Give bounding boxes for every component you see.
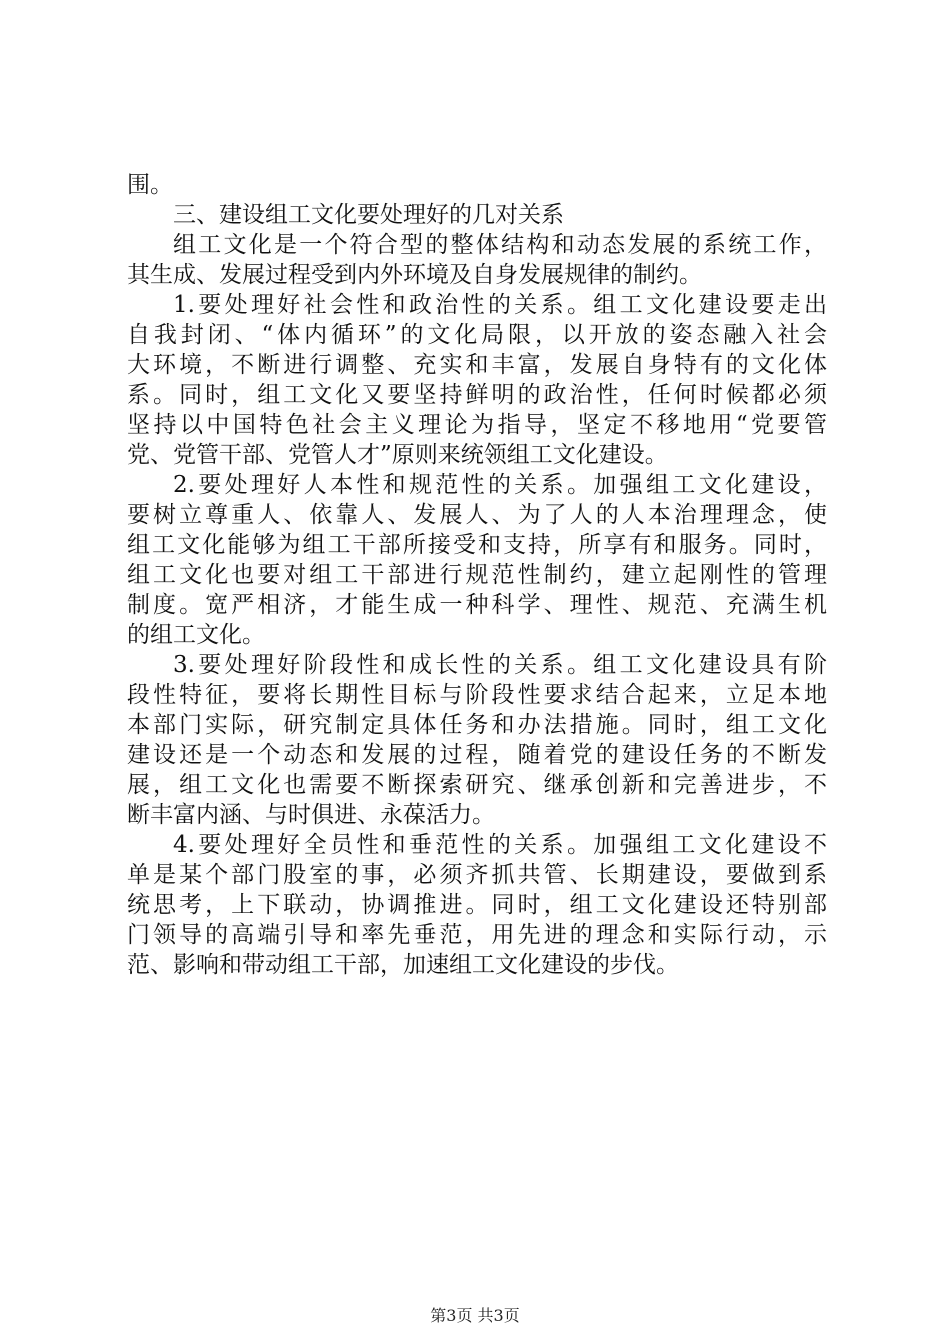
paragraph-line: 段性特征，要将长期性目标与阶段性要求结合起来，立足本地 [127,682,827,708]
paragraph-line: 制度。宽严相济，才能生成一种科学、理性、规范、充满生机 [127,592,827,618]
paragraph-line: 坚持以中国特色社会主义理论为指导，坚定不移地用“党要管 [127,412,827,438]
paragraph-line: 2.要处理好人本性和规范性的关系。加强组工文化建设， [173,472,827,498]
document-body [127,170,827,980]
paragraph-line: 范、影响和带动组工干部，加速组工文化建设的步伐。 [127,952,679,978]
paragraph-line: 统思考，上下联动，协调推进。同时，组工文化建设还特别部 [127,892,827,918]
paragraph-line: 门领导的高端引导和率先垂范，用先进的理念和实际行动，示 [127,922,827,948]
paragraph-line: 4.要处理好全员性和垂范性的关系。加强组工文化建设不 [173,832,827,858]
paragraph-line: 组工文化是一个符合型的整体结构和动态发展的系统工作， [173,232,827,258]
paragraph-line: 组工文化能够为组工干部所接受和支持，所享有和服务。同时， [127,532,827,558]
paragraph-line: 其生成、发展过程受到内外环境及自身发展规律的制约。 [127,262,702,288]
paragraph-line: 断丰富内涵、与时俱进、永葆活力。 [127,802,495,828]
paragraph-line: 本部门实际，研究制定具体任务和办法措施。同时，组工文化 [127,712,827,738]
paragraph-line: 要树立尊重人、依靠人、发展人、为了人的人本治理理念，使 [127,502,827,528]
section-heading: 三、建设组工文化要处理好的几对关系 [173,202,564,228]
paragraph-line: 系。同时，组工文化又要坚持鲜明的政治性，任何时候都必须 [127,382,827,408]
paragraph-line: 单是某个部门股室的事，必须齐抓共管、长期建设，要做到系 [127,862,827,888]
paragraph-line: 大环境，不断进行调整、充实和丰富，发展自身特有的文化体 [127,352,827,378]
page-number-footer: 第3页 共3页 [430,1306,520,1325]
paragraph-line: 围。 [127,172,173,198]
paragraph-line: 3.要处理好阶段性和成长性的关系。组工文化建设具有阶 [173,652,827,678]
paragraph-line: 组工文化也要对组工干部进行规范性制约，建立起刚性的管理 [127,562,827,588]
paragraph-line: 自我封闭、“体内循环”的文化局限，以开放的姿态融入社会 [127,322,827,348]
paragraph-line: 党、党管干部、党管人才”原则来统领组工文化建设。 [127,442,668,468]
paragraph-line: 建设还是一个动态和发展的过程，随着党的建设任务的不断发 [127,742,827,768]
paragraph-line: 的组工文化。 [127,622,265,648]
paragraph-line: 1.要处理好社会性和政治性的关系。组工文化建设要走出 [173,292,827,318]
paragraph-line: 展，组工文化也需要不断探索研究、继承创新和完善进步，不 [127,772,827,798]
